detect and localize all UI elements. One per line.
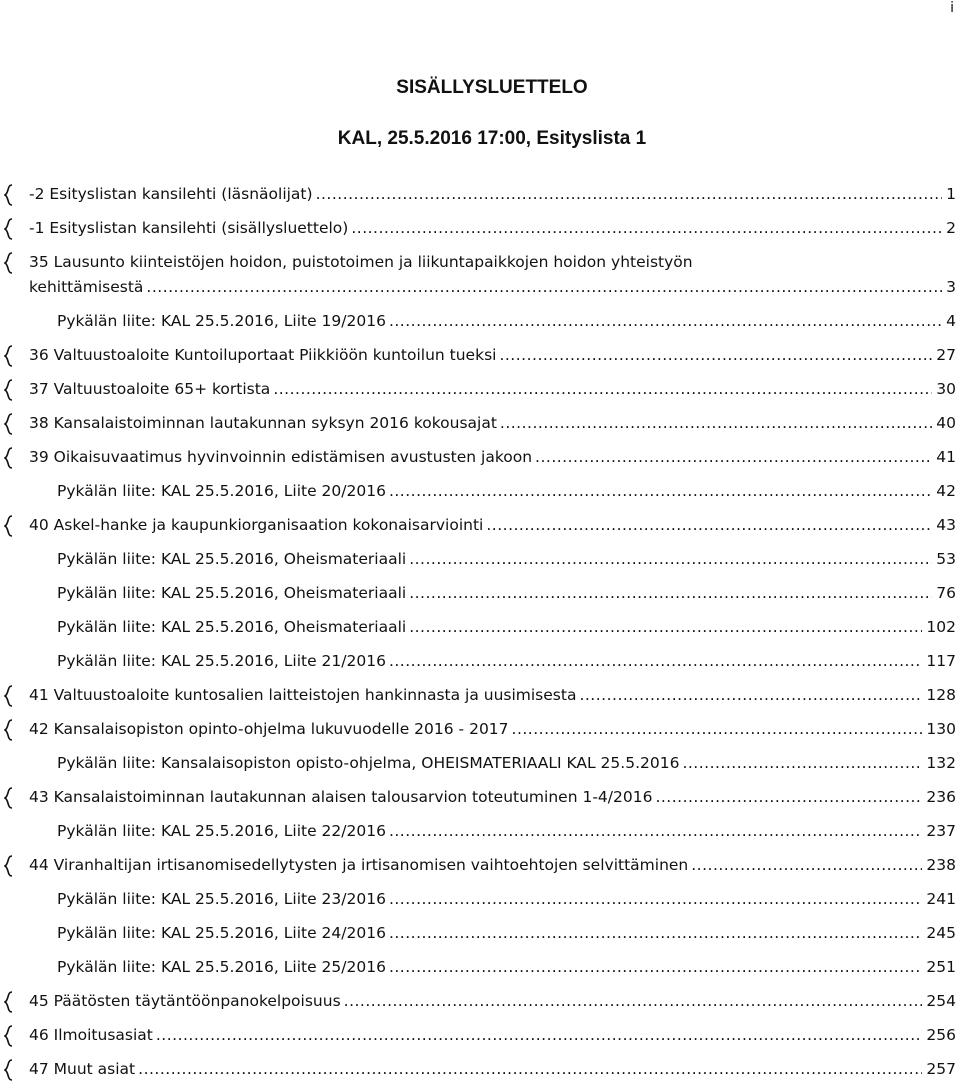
toc-entry-row <box>57 580 956 606</box>
toc-entry-page-number: 256 <box>926 1026 956 1044</box>
toc-entry-row <box>57 886 956 912</box>
toc-entry-title: Pykälän liite: KAL 25.5.2016, Liite 22/2016 <box>57 822 386 840</box>
dot-leader <box>486 512 932 538</box>
toc-entry-title: Pykälän liite: KAL 25.5.2016, Liite 21/2016 <box>57 652 386 670</box>
toc-entry-row <box>57 308 956 334</box>
toc-entry-title: 45 Päätösten täytäntöönpanokelpoisuus <box>29 992 341 1010</box>
toc-entry-row <box>29 512 956 538</box>
toc-entry[interactable] <box>0 177 960 211</box>
toc-entry-row <box>29 784 956 810</box>
toc-entry[interactable] <box>0 1018 960 1052</box>
outline-bracket-icon <box>4 855 14 877</box>
toc-entry-page-number: 3 <box>946 278 956 296</box>
toc-entry-title: Pykälän liite: KAL 25.5.2016, Oheismateriaali <box>57 618 407 636</box>
toc-entry-page-number: 254 <box>926 992 956 1010</box>
dot-leader <box>389 886 922 912</box>
toc-entry[interactable] <box>0 372 960 406</box>
outline-bracket-icon <box>4 413 14 435</box>
toc-entry-page-number: 53 <box>936 550 956 568</box>
table-of-contents <box>0 177 960 1086</box>
toc-entry-row <box>29 215 956 241</box>
toc-entry-page-number: 130 <box>926 720 956 738</box>
toc-entry-title-continuation: kehittämisestä <box>29 278 144 296</box>
toc-entry[interactable] <box>0 678 960 712</box>
dot-leader <box>682 750 922 776</box>
page-title: SISÄLLYSLUETTELO <box>396 77 588 98</box>
outline-bracket-icon <box>4 515 14 537</box>
dot-leader <box>389 648 922 674</box>
toc-entry[interactable] <box>0 508 960 542</box>
toc-entry[interactable] <box>0 746 960 780</box>
toc-entry-page-number: 128 <box>926 686 956 704</box>
toc-entry[interactable] <box>0 882 960 916</box>
outline-bracket-icon <box>4 218 14 240</box>
toc-entry-page-number: 4 <box>946 312 956 330</box>
toc-entry-title: 40 Askel-hanke ja kaupunkiorganisaation kokonaisarviointi <box>29 516 484 534</box>
dot-leader <box>273 376 932 402</box>
outline-bracket-icon <box>4 685 14 707</box>
outline-bracket-icon <box>4 1025 14 1047</box>
outline-bracket-icon <box>4 1059 14 1081</box>
toc-entry[interactable] <box>0 211 960 245</box>
dot-leader <box>691 852 922 878</box>
toc-entry-row <box>57 818 956 844</box>
toc-entry-page-number: 132 <box>926 754 956 772</box>
toc-entry-title: 36 Valtuustoaloite Kuntoiluportaat Piikkiöön kuntoilun tueksi <box>29 346 497 364</box>
dot-leader <box>146 274 942 300</box>
toc-entry-title: Pykälän liite: KAL 25.5.2016, Liite 19/2016 <box>57 312 386 330</box>
dot-leader <box>138 1056 922 1082</box>
toc-entry[interactable] <box>0 610 960 644</box>
toc-entry[interactable] <box>0 848 960 882</box>
toc-entry-title: Pykälän liite: KAL 25.5.2016, Liite 20/2016 <box>57 482 386 500</box>
toc-entry-row <box>29 682 956 708</box>
toc-entry[interactable] <box>0 406 960 440</box>
toc-entry[interactable] <box>0 814 960 848</box>
outline-bracket-icon <box>4 787 14 809</box>
toc-entry-row <box>29 988 956 1014</box>
toc-entry-page-number: 245 <box>926 924 956 942</box>
toc-entry-page-number: 43 <box>936 516 956 534</box>
toc-entry-title: Pykälän liite: Kansalaisopiston opisto-ohjelma, OHEISMATERIAALI KAL 25.5.2016 <box>57 754 680 772</box>
toc-entry-row <box>57 478 956 504</box>
toc-entry-title: 41 Valtuustoaloite kuntosalien laitteistojen hankinnasta ja uusimisesta <box>29 686 577 704</box>
toc-entry-row <box>29 444 956 470</box>
toc-entry-row <box>29 274 956 300</box>
dot-leader <box>344 988 923 1014</box>
dot-leader <box>499 342 932 368</box>
toc-entry-row <box>57 648 956 674</box>
outline-bracket-icon <box>4 447 14 469</box>
toc-entry[interactable] <box>0 542 960 576</box>
outline-bracket-icon <box>4 719 14 741</box>
toc-entry-page-number: 42 <box>936 482 956 500</box>
toc-entry-row <box>57 920 956 946</box>
outline-bracket-icon <box>4 379 14 401</box>
toc-entry-title: Pykälän liite: KAL 25.5.2016, Liite 25/2016 <box>57 958 386 976</box>
toc-entry[interactable] <box>0 644 960 678</box>
page-number: i <box>950 0 954 16</box>
toc-entry-row <box>57 546 956 572</box>
toc-entry-page-number: 238 <box>926 856 956 874</box>
toc-entry-page-number: 257 <box>926 1060 956 1078</box>
toc-entry-page-number: 2 <box>946 219 956 237</box>
toc-entry-title: Pykälän liite: KAL 25.5.2016, Oheismateriaali <box>57 584 407 602</box>
toc-entry-row <box>29 342 956 368</box>
toc-entry-page-number: 102 <box>926 618 956 636</box>
dot-leader <box>351 215 942 241</box>
toc-entry-title: 37 Valtuustoaloite 65+ kortista <box>29 380 271 398</box>
toc-entry-row <box>57 614 956 640</box>
outline-bracket-icon <box>4 184 14 206</box>
toc-entry-row <box>29 1056 956 1082</box>
dot-leader <box>156 1022 923 1048</box>
dot-leader <box>316 181 943 207</box>
toc-entry[interactable] <box>0 440 960 474</box>
toc-entry-page-number: 76 <box>936 584 956 602</box>
toc-entry[interactable] <box>0 474 960 508</box>
toc-entry-title: Pykälän liite: KAL 25.5.2016, Oheismateriaali <box>57 550 407 568</box>
toc-entry[interactable] <box>0 780 960 814</box>
toc-entry-title: Pykälän liite: KAL 25.5.2016, Liite 23/2016 <box>57 890 386 908</box>
toc-entry-title: 46 Ilmoitusasiat <box>29 1026 153 1044</box>
toc-entry-row <box>29 852 956 878</box>
outline-bracket-icon <box>4 252 14 274</box>
dot-leader <box>655 784 922 810</box>
toc-entry[interactable] <box>0 245 960 304</box>
dot-leader <box>409 546 932 572</box>
toc-entry-page-number: 27 <box>936 346 956 364</box>
toc-entry-title: 42 Kansalaisopiston opinto-ohjelma lukuvuodelle 2016 - 2017 <box>29 720 509 738</box>
dot-leader <box>512 716 923 742</box>
toc-entry-row <box>29 410 956 436</box>
outline-bracket-icon <box>4 345 14 367</box>
toc-entry[interactable] <box>0 1052 960 1086</box>
toc-entry-page-number: 241 <box>926 890 956 908</box>
dot-leader <box>500 410 932 436</box>
outline-bracket-icon <box>4 991 14 1013</box>
toc-entry-title: 38 Kansalaistoiminnan lautakunnan syksyn 2016 kokousajat <box>29 414 497 432</box>
toc-entry-page-number: 41 <box>936 448 956 466</box>
dot-leader <box>579 682 922 708</box>
toc-entry[interactable] <box>0 712 960 746</box>
dot-leader <box>389 920 922 946</box>
toc-entry-page-number: 30 <box>936 380 956 398</box>
dot-leader <box>389 954 922 980</box>
dot-leader <box>535 444 932 470</box>
dot-leader <box>389 308 942 334</box>
dot-leader <box>409 580 932 606</box>
toc-entry-page-number: 251 <box>926 958 956 976</box>
toc-entry-page-number: 237 <box>926 822 956 840</box>
toc-entry-title: 44 Viranhaltijan irtisanomisedellytysten ja irtisanomisen vaihtoehtojen selvittäminen <box>29 856 689 874</box>
toc-entry-title: -2 Esityslistan kansilehti (läsnäolijat) <box>29 185 313 203</box>
toc-entry-title: 47 Muut asiat <box>29 1060 136 1078</box>
toc-entry[interactable] <box>0 950 960 984</box>
toc-entry-title: -1 Esityslistan kansilehti (sisällysluettelo) <box>29 219 349 237</box>
toc-entry-row <box>29 1022 956 1048</box>
page-subtitle: KAL, 25.5.2016 17:00, Esityslista 1 <box>337 128 647 149</box>
toc-entry-row <box>57 750 956 776</box>
toc-entry-row <box>57 954 956 980</box>
toc-entry-title: 43 Kansalaistoiminnan lautakunnan alaisen talousarvion toteutuminen 1-4/2016 <box>29 788 653 806</box>
toc-entry-page-number: 236 <box>926 788 956 806</box>
toc-entry[interactable] <box>0 984 960 1018</box>
toc-entry-title: 35 Lausunto kiinteistöjen hoidon, puistotoimen ja liikuntapaikkojen hoidon yhteistyön <box>29 253 693 271</box>
toc-entry-title: 39 Oikaisuvaatimus hyvinvoinnin edistämisen avustusten jakoon <box>29 448 533 466</box>
toc-entry[interactable] <box>0 304 960 338</box>
toc-entry-page-number: 117 <box>926 652 956 670</box>
toc-entry-title: Pykälän liite: KAL 25.5.2016, Liite 24/2016 <box>57 924 386 942</box>
toc-entry-page-number: 1 <box>946 185 956 203</box>
dot-leader <box>389 478 932 504</box>
toc-entry[interactable] <box>0 916 960 950</box>
toc-entry-row <box>29 181 956 207</box>
toc-entry[interactable] <box>0 338 960 372</box>
toc-entry[interactable] <box>0 576 960 610</box>
toc-entry-row <box>29 376 956 402</box>
toc-entry-page-number: 40 <box>936 414 956 432</box>
dot-leader <box>389 818 922 844</box>
toc-entry-row <box>29 716 956 742</box>
dot-leader <box>409 614 922 640</box>
